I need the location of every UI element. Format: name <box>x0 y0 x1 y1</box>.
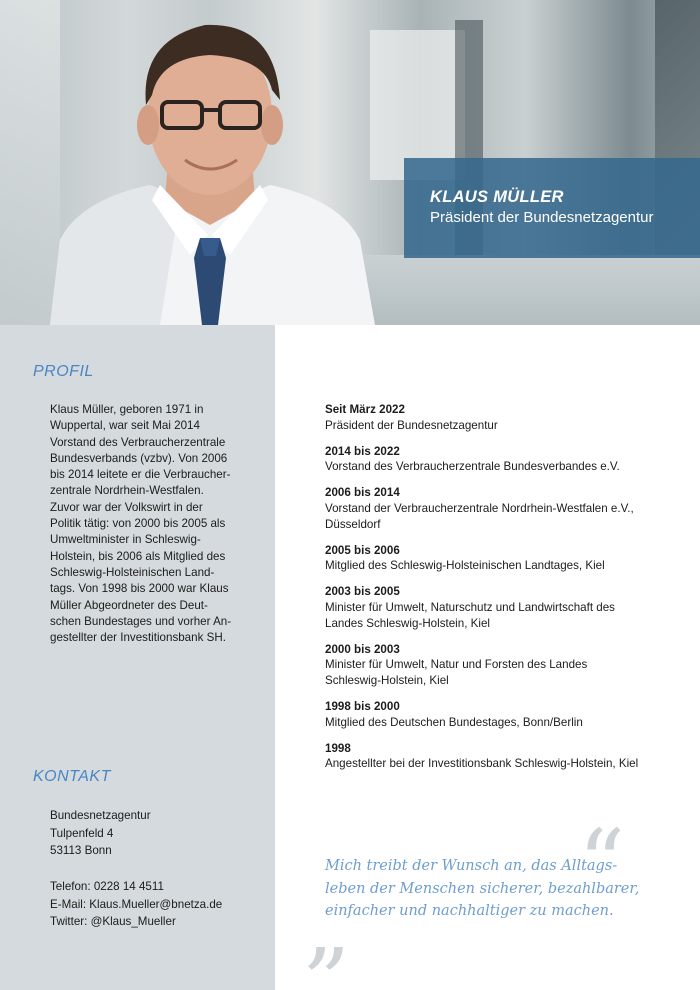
career-description: Landes Schleswig-Holstein, Kiel <box>325 616 490 630</box>
career-period: 1998 <box>325 741 351 755</box>
profile-line: gestellter der Investitionsbank SH. <box>50 631 226 645</box>
career-description: Schleswig-Holstein, Kiel <box>325 673 449 687</box>
profile-text <box>50 402 250 646</box>
career-entry <box>325 699 690 730</box>
contact-heading: KONTAKT <box>33 768 111 785</box>
career-description: Angestellter bei der Investitionsbank Schleswig-Holstein, Kiel <box>325 757 639 771</box>
career-period: 2006 bis 2014 <box>325 486 400 500</box>
contact-twitter[interactable]: Twitter: @Klaus_Mueller <box>50 915 176 929</box>
portrait-photo <box>40 10 380 325</box>
quote-line: leben der Menschen sicherer, bezahlbarer, <box>325 880 640 897</box>
quote <box>325 855 655 923</box>
profile-line: Klaus Müller, geboren 1971 in <box>50 403 204 416</box>
person-name: KLAUS MÜLLER <box>430 188 564 206</box>
profile-line: Holstein, bis 2006 als Mitglied des <box>50 549 226 563</box>
career-description: Minister für Umwelt, Naturschutz und Landwirtschaft des <box>325 600 615 614</box>
profile-line: Schleswig-Holsteinischen Land- <box>50 565 215 579</box>
profile-line: Vorstand des Verbraucherzentrale <box>50 435 226 449</box>
quote-close-mark: „ <box>304 872 352 979</box>
career-entry <box>325 741 690 772</box>
career-period: 2005 bis 2006 <box>325 543 400 557</box>
profile-heading: PROFIL <box>33 363 94 380</box>
career-entry <box>325 543 690 574</box>
career-description: Düsseldorf <box>325 517 381 531</box>
profile-line: Wuppertal, war seit Mai 2014 <box>50 419 200 433</box>
career-description: Minister für Umwelt, Natur und Forsten des Landes <box>325 658 588 672</box>
header-photo <box>0 0 700 325</box>
career-period: 2014 bis 2022 <box>325 444 400 458</box>
career-entry <box>325 485 690 532</box>
career-entry <box>325 402 690 433</box>
contact-email[interactable]: E-Mail: Klaus.Mueller@bnetza.de <box>50 897 223 911</box>
profile-line: schen Bundestages und vorher An- <box>50 614 232 628</box>
career-period: 1998 bis 2000 <box>325 699 400 713</box>
career-description: Mitglied des Deutschen Bundestages, Bonn/Berlin <box>325 715 583 729</box>
contact-street: Tulpenfeld 4 <box>50 826 114 840</box>
quote-line: Mich treibt der Wunsch an, das Alltags- <box>325 858 618 874</box>
sidebar <box>0 325 275 990</box>
profile-line: Politik tätig: von 2000 bis 2005 als <box>50 517 226 531</box>
career-period: Seit März 2022 <box>325 403 405 416</box>
career-timeline <box>325 402 690 782</box>
quote-line: einfacher und nachhaltiger zu machen. <box>325 903 614 919</box>
career-description: Vorstand des Verbraucherzentrale Bundesverbandes e.V. <box>325 460 620 474</box>
career-entry <box>325 584 690 631</box>
profile-line: zentrale Nordrhein-Westfalen. <box>50 484 204 498</box>
profile-line: Umweltminister in Schleswig- <box>50 533 201 547</box>
career-period: 2000 bis 2003 <box>325 642 400 656</box>
career-entry <box>325 642 690 689</box>
name-banner <box>404 158 700 258</box>
quote-open-mark: “ <box>578 810 626 917</box>
contact-org: Bundesnetzagentur <box>50 809 151 822</box>
career-description: Vorstand der Verbraucherzentrale Nordrhein-Westfalen e.V., <box>325 501 634 515</box>
background-floor <box>360 255 700 325</box>
career-description: Mitglied des Schleswig-Holsteinischen Landtages, Kiel <box>325 559 605 573</box>
profile-line: Bundesverbands (vzbv). Von 2006 <box>50 451 228 465</box>
career-period: 2003 bis 2005 <box>325 585 400 599</box>
profile-line: bis 2014 leitete er die Verbraucher- <box>50 468 231 482</box>
career-entry <box>325 444 690 475</box>
contact-city: 53113 Bonn <box>50 844 112 858</box>
profile-line: Müller Abgeordneter des Deut- <box>50 598 208 612</box>
contact-phone: Telefon: 0228 14 4511 <box>50 879 164 893</box>
career-description: Präsident der Bundesnetzagentur <box>325 418 498 432</box>
profile-line: Zuvor war der Volkswirt in der <box>50 500 203 514</box>
person-role: Präsident der Bundesnetzagentur <box>430 209 654 226</box>
profile-line: tags. Von 1998 bis 2000 war Klaus <box>50 582 229 596</box>
contact-block <box>50 807 265 931</box>
